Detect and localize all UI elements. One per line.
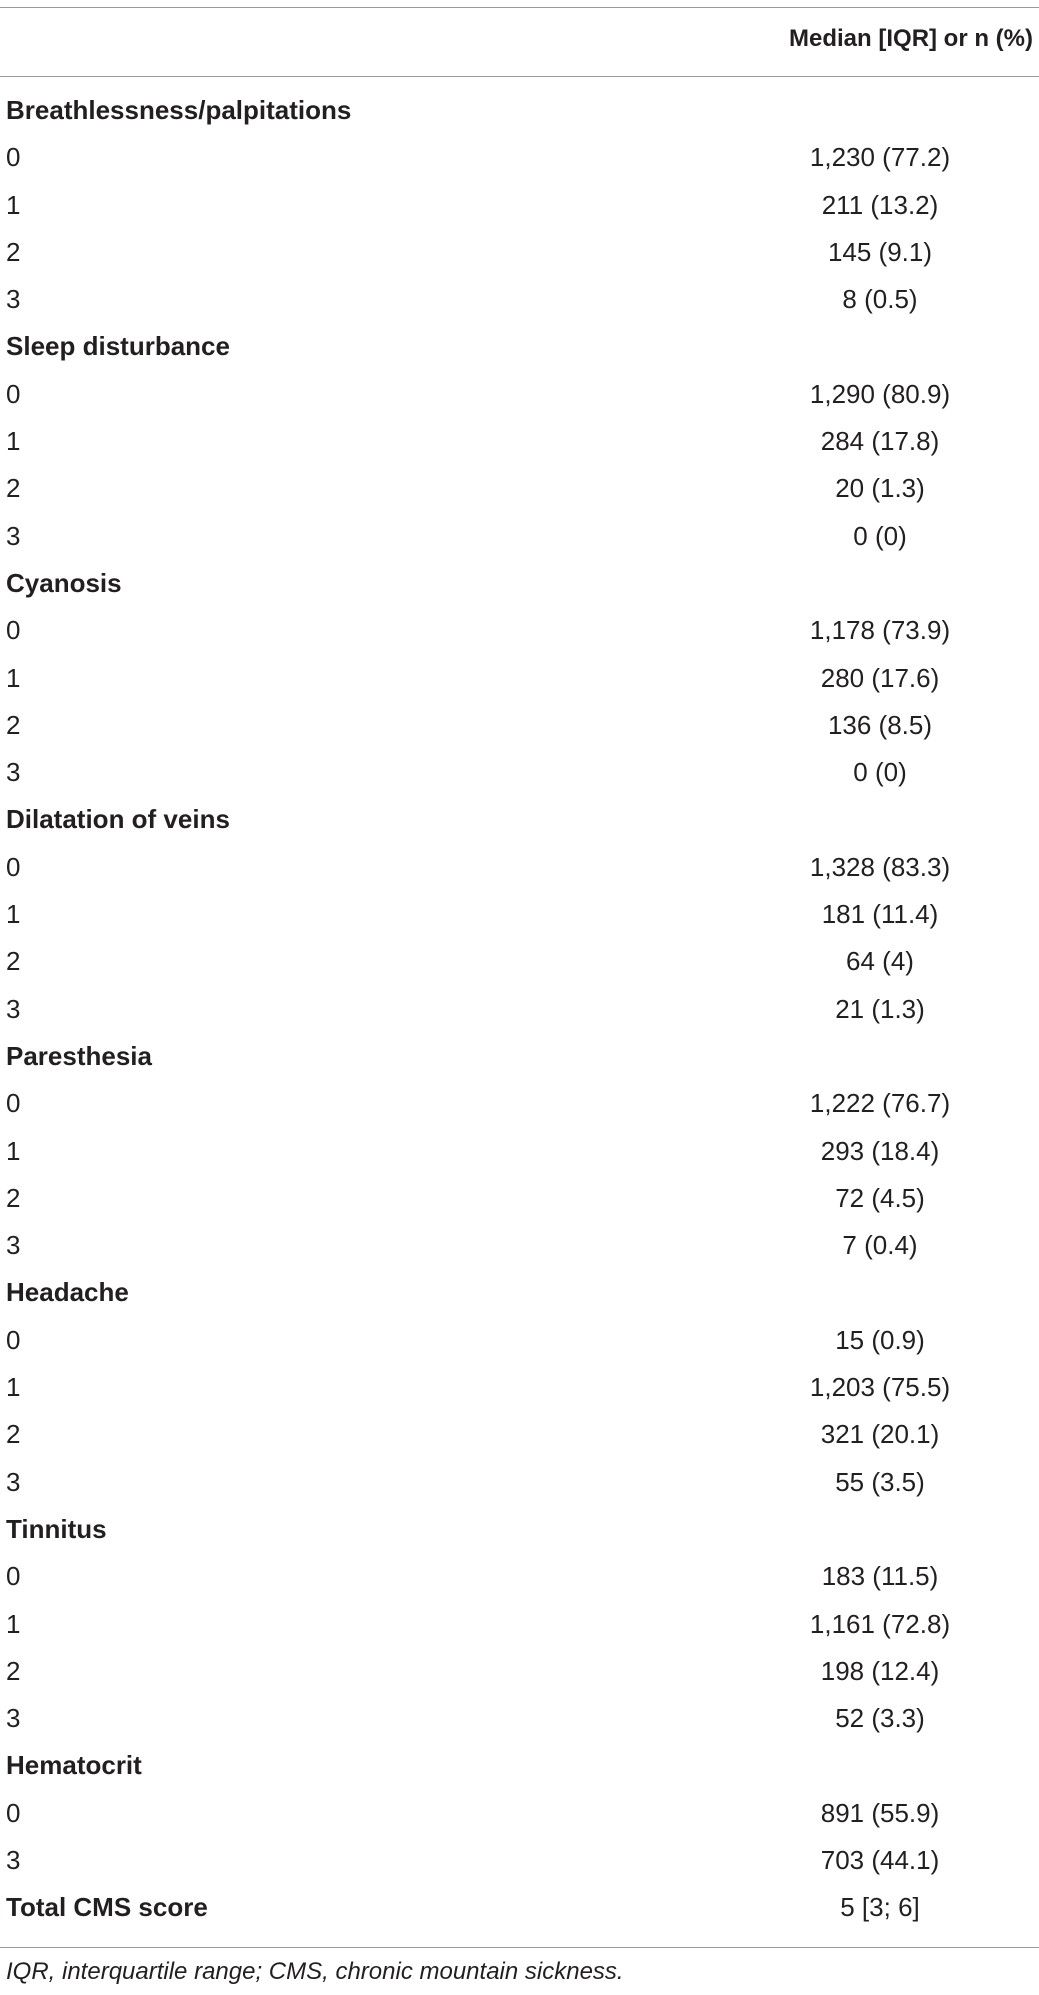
row-label: 3	[6, 1703, 21, 1734]
row-value: 0 (0)	[853, 520, 907, 551]
row-value: 211 (13.2)	[821, 189, 939, 220]
row-value: 1,222 (76.7)	[809, 1088, 951, 1119]
section-row	[0, 1269, 1039, 1316]
table-row	[0, 702, 1039, 749]
table-row	[0, 1648, 1039, 1695]
row-value: 55 (3.5)	[835, 1466, 925, 1497]
row-label: 3	[6, 1466, 21, 1497]
section-row	[0, 1506, 1039, 1553]
section-label: Total CMS score	[6, 1892, 208, 1923]
section-label: Headache	[6, 1277, 129, 1308]
table-row	[0, 1459, 1039, 1506]
row-value: 7 (0.4)	[842, 1230, 918, 1261]
table-row	[0, 1553, 1039, 1600]
row-value: 891 (55.9)	[820, 1797, 940, 1828]
row-label: 3	[6, 1230, 21, 1261]
section-row	[0, 1033, 1039, 1080]
row-label: 0	[6, 1088, 21, 1119]
row-value: 0 (0)	[853, 757, 907, 788]
row-value: 1,230 (77.2)	[809, 142, 951, 173]
row-label: 3	[6, 757, 21, 788]
row-label: 3	[6, 1844, 21, 1875]
row-label: 3	[6, 993, 21, 1024]
table-row	[0, 465, 1039, 512]
row-label: 1	[6, 1135, 21, 1166]
row-value: 321 (20.1)	[820, 1419, 940, 1450]
section-label: Hematocrit	[6, 1750, 142, 1781]
table-row	[0, 182, 1039, 229]
row-label: 2	[6, 1655, 21, 1686]
row-label: 1	[6, 189, 21, 220]
column-header-value: Median [IQR] or n (%)	[789, 25, 1033, 52]
table-footnote: IQR, interquartile range; CMS, chronic mountain sickness.	[6, 1958, 624, 1985]
row-value: 21 (1.3)	[835, 993, 925, 1024]
row-label: 0	[6, 1324, 21, 1355]
header-rule	[0, 76, 1039, 77]
row-label: 2	[6, 1419, 21, 1450]
table-row	[0, 276, 1039, 323]
table-row	[0, 1837, 1039, 1884]
top-rule	[0, 7, 1039, 8]
section-label: Paresthesia	[6, 1040, 152, 1071]
row-label: 0	[6, 851, 21, 882]
row-value: 198 (12.4)	[820, 1655, 940, 1686]
section-row	[0, 87, 1039, 134]
row-value: 64 (4)	[846, 946, 914, 977]
row-value: 284 (17.8)	[820, 426, 940, 457]
row-label: 1	[6, 662, 21, 693]
row-value: 293 (18.4)	[820, 1135, 940, 1166]
table-row	[0, 1790, 1039, 1837]
row-value: 1,203 (75.5)	[809, 1372, 951, 1403]
bottom-rule	[0, 1947, 1039, 1948]
table-row	[0, 1601, 1039, 1648]
table-row	[0, 844, 1039, 891]
row-label: 0	[6, 378, 21, 409]
table-body	[0, 87, 1039, 1932]
row-label: 3	[6, 284, 21, 315]
row-value: 280 (17.6)	[820, 662, 940, 693]
table-row	[0, 1175, 1039, 1222]
row-value: 5 [3; 6]	[840, 1892, 920, 1923]
table-row	[0, 371, 1039, 418]
table-row	[0, 134, 1039, 181]
row-label: 2	[6, 236, 21, 267]
section-label: Sleep disturbance	[6, 331, 230, 362]
section-row	[0, 323, 1039, 370]
row-value: 136 (8.5)	[827, 709, 933, 740]
row-label: 3	[6, 520, 21, 551]
row-label: 1	[6, 1608, 21, 1639]
row-value: 15 (0.9)	[835, 1324, 925, 1355]
table-row	[0, 1128, 1039, 1175]
table-row	[0, 891, 1039, 938]
section-row	[0, 796, 1039, 843]
row-label: 0	[6, 615, 21, 646]
row-value: 183 (11.5)	[821, 1561, 939, 1592]
row-label: 0	[6, 1797, 21, 1828]
table-row	[0, 607, 1039, 654]
table-row	[0, 1317, 1039, 1364]
table-row	[0, 1080, 1039, 1127]
row-value: 20 (1.3)	[835, 473, 925, 504]
row-value: 1,290 (80.9)	[809, 378, 951, 409]
table-row	[0, 1695, 1039, 1742]
table-row	[0, 229, 1039, 276]
section-label: Cyanosis	[6, 567, 122, 598]
row-label: 2	[6, 473, 21, 504]
table-row	[0, 986, 1039, 1033]
table-row	[0, 938, 1039, 985]
section-label: Breathlessness/palpitations	[6, 95, 352, 125]
row-value: 1,178 (73.9)	[809, 615, 951, 646]
section-row	[0, 1884, 1039, 1931]
row-label: 1	[6, 426, 21, 457]
row-value: 72 (4.5)	[835, 1182, 925, 1213]
table-row	[0, 1222, 1039, 1269]
table-row	[0, 749, 1039, 796]
row-value: 181 (11.4)	[821, 899, 939, 930]
table-row	[0, 513, 1039, 560]
section-row	[0, 1742, 1039, 1789]
row-value: 52 (3.3)	[835, 1703, 925, 1734]
section-label: Tinnitus	[6, 1513, 107, 1544]
table-row	[0, 1364, 1039, 1411]
row-label: 2	[6, 1182, 21, 1213]
row-label: 1	[6, 1372, 21, 1403]
table-row	[0, 418, 1039, 465]
row-label: 2	[6, 946, 21, 977]
row-label: 2	[6, 709, 21, 740]
row-label: 0	[6, 142, 21, 173]
table-row	[0, 1411, 1039, 1458]
row-label: 0	[6, 1561, 21, 1592]
section-row	[0, 560, 1039, 607]
table-row	[0, 655, 1039, 702]
row-value: 1,161 (72.8)	[809, 1608, 951, 1639]
row-value: 703 (44.1)	[820, 1844, 940, 1875]
row-value: 8 (0.5)	[842, 284, 918, 315]
row-value: 1,328 (83.3)	[809, 851, 951, 882]
row-label: 1	[6, 899, 21, 930]
section-label: Dilatation of veins	[6, 804, 230, 835]
row-value: 145 (9.1)	[827, 236, 933, 267]
